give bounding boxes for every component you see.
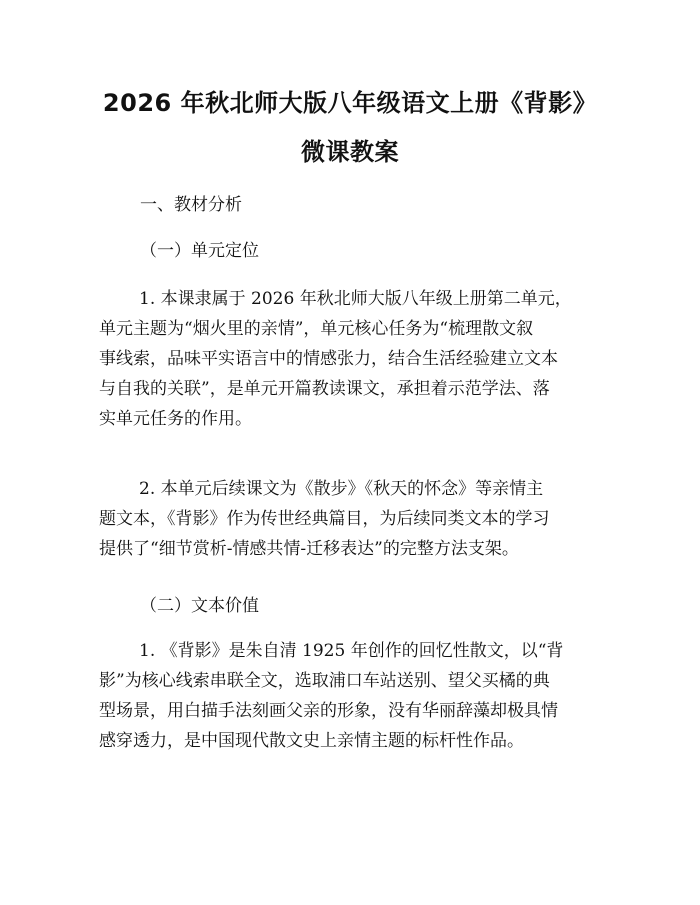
paragraph-line: 题文本，《背影》作为传世经典篇目，为后续同类文本的学习	[99, 509, 550, 529]
document-title-line-2: 微课教案	[301, 138, 399, 166]
paragraph-line: 影”为核心线索串联全文，选取浦口车站送别、望父买橘的典	[99, 671, 550, 691]
paragraph-line: 1. 《背影》是朱自清 1925 年创作的回忆性散文，以“背	[139, 641, 564, 661]
paragraph-line: 与自我的关联”，是单元开篇教读课文，承担着示范学法、落	[99, 379, 550, 399]
subsection-heading-unit-positioning: （一）单元定位	[140, 241, 259, 261]
document-title-line-1: 2026 年秋北师大版八年级语文上册《背影》	[102, 89, 598, 117]
paragraph-line: 提供了“细节赏析-情感共情-迁移表达”的完整方法支架。	[99, 539, 519, 559]
paragraph-text-value-1	[99, 636, 601, 756]
paragraph-line: 事线索，品味平实语言中的情感张力，结合生活经验建立文本	[99, 349, 558, 369]
paragraph-unit-positioning-1	[99, 284, 601, 434]
paragraph-line: 型场景，用白描手法刻画父亲的形象，没有华丽辞藻却极具情	[99, 701, 558, 721]
paragraph-line: 2. 本单元后续课文为《散步》《秋天的怀念》等亲情主	[139, 479, 544, 499]
paragraph-line: 1. 本课隶属于 2026 年秋北师大版八年级上册第二单元，	[139, 289, 572, 309]
subsection-heading-text-value: （二）文本价值	[140, 596, 259, 616]
paragraph-line: 单元主题为“烟火里的亲情”，单元核心任务为“梳理散文叙	[99, 319, 534, 339]
paragraph-line: 感穿透力，是中国现代散文史上亲情主题的标杆性作品。	[99, 731, 524, 751]
section-heading-textbook-analysis: 一、教材分析	[140, 195, 242, 215]
paragraph-line: 实单元任务的作用。	[99, 409, 252, 429]
paragraph-unit-positioning-2	[99, 474, 601, 564]
